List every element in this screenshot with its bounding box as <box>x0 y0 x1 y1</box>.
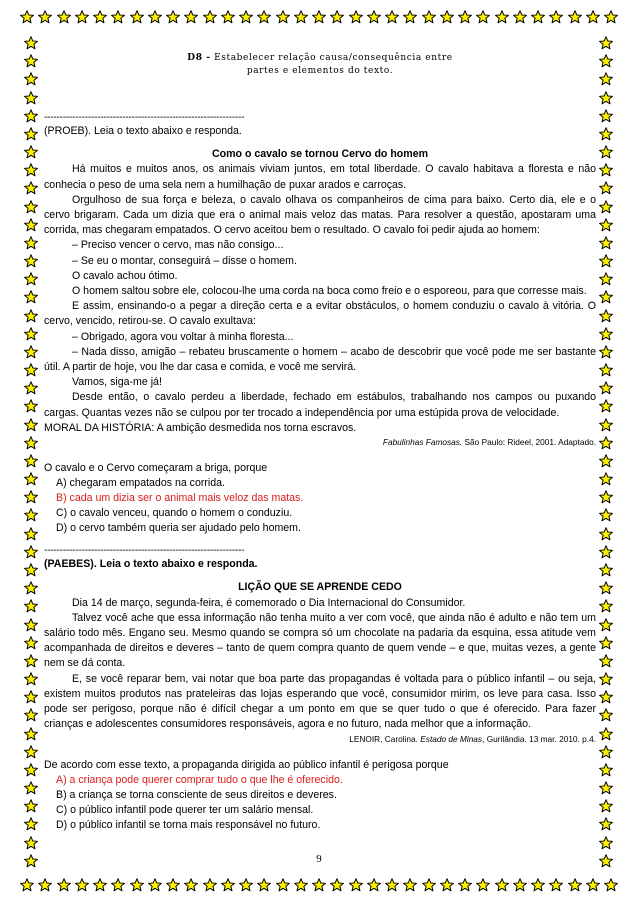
option-c[interactable]: C) o cavalo venceu, quando o homem o conduziu. <box>56 507 293 520</box>
star-icon <box>148 10 162 24</box>
star-icon <box>221 878 235 892</box>
question-1: O cavalo e o Cervo começaram a briga, porque <box>44 462 268 475</box>
star-icon <box>24 745 38 759</box>
star-icon <box>38 10 52 24</box>
descriptor-line2: partes e elementos do texto. <box>246 66 394 76</box>
paragraph: Orgulhoso de sua força e beleza, o cavalo olhava os companheiros de cima para baixo. Certo dia, ele e o cervo brigaram. Cada um dizia que era o animal mais veloz das matas. Para resolver a questão, apostaram uma corrida, mas chegaram empatados. O cervo aceitou bem o resultado. O cavalo foi pedir ajuda ao homem: <box>44 193 596 237</box>
dialogue-line: – Preciso vencer o cervo, mas não consigo... <box>72 239 284 252</box>
star-icon <box>599 109 613 123</box>
star-icon <box>24 472 38 486</box>
star-icon <box>24 363 38 377</box>
section2-title: LIÇÃO QUE SE APRENDE CEDO <box>238 581 402 594</box>
star-icon <box>599 327 613 341</box>
star-icon <box>385 878 399 892</box>
paragraph: E assim, ensinando-o a pegar a direção certa e a evitar obstáculos, o homem conduziu o cavalo à vitória. O cervo, vencido, retirou-se. O cavalo exultava: <box>44 300 596 328</box>
star-icon <box>599 218 613 232</box>
separator-line: ---------------------------------------------------------------- <box>44 112 245 123</box>
star-icon <box>599 290 613 304</box>
star-icon <box>24 36 38 50</box>
star-icon <box>24 690 38 704</box>
star-icon <box>531 878 545 892</box>
star-icon <box>403 10 417 24</box>
star-icon <box>24 327 38 341</box>
source-citation <box>44 436 596 448</box>
star-icon <box>458 878 472 892</box>
star-icon <box>294 878 308 892</box>
star-icon <box>24 490 38 504</box>
star-icon <box>513 878 527 892</box>
star-icon <box>24 508 38 522</box>
star-icon <box>57 10 71 24</box>
star-icon <box>531 10 545 24</box>
star-icon <box>599 363 613 377</box>
star-icon <box>24 54 38 68</box>
star-icon <box>20 878 34 892</box>
paragraph: Talvez você ache que essa informação não tenha muito a ver com você, que ainda não é adulto e não tem um salário todo mês. Engano seu. Mesmo quando se compra só um chocolate na padaria da esquina, essa atitude vem acompanhada de direitos e deveres – tanto de quem compra quanto de quem vende – e que, muitas vezes, a gente nem se dá conta. <box>44 611 596 670</box>
star-icon <box>599 236 613 250</box>
star-icon <box>599 763 613 777</box>
star-icon <box>330 878 344 892</box>
star-icon <box>130 878 144 892</box>
star-icon <box>599 618 613 632</box>
star-icon <box>599 454 613 468</box>
star-icon <box>586 878 600 892</box>
star-icon <box>599 836 613 850</box>
star-icon <box>422 878 436 892</box>
star-icon <box>495 10 509 24</box>
star-icon <box>549 878 563 892</box>
star-icon <box>24 727 38 741</box>
star-icon <box>57 878 71 892</box>
option-a[interactable]: A) chegaram empatados na corrida. <box>56 477 225 490</box>
star-icon <box>166 10 180 24</box>
star-icon <box>599 781 613 795</box>
star-icon <box>294 10 308 24</box>
star-icon <box>38 878 52 892</box>
star-icon <box>24 618 38 632</box>
star-icon <box>24 708 38 722</box>
star-icon <box>24 145 38 159</box>
star-icon <box>458 10 472 24</box>
star-icon <box>599 581 613 595</box>
star-icon <box>599 200 613 214</box>
star-icon <box>599 345 613 359</box>
source-citation <box>44 733 596 745</box>
star-icon <box>111 10 125 24</box>
paragraph: Dia 14 de março, segunda-feira, é comemorado o Dia Internacional do Consumidor. <box>72 596 466 609</box>
star-icon <box>513 10 527 24</box>
star-icon <box>599 436 613 450</box>
star-icon <box>599 181 613 195</box>
star-icon <box>440 10 454 24</box>
star-icon <box>476 10 490 24</box>
star-icon <box>599 418 613 432</box>
star-icon <box>599 163 613 177</box>
star-icon <box>367 878 381 892</box>
star-icon <box>24 527 38 541</box>
page-number: 9 <box>316 853 322 865</box>
star-icon <box>586 10 600 24</box>
paragraph: Desde então, o cavalo perdeu a liberdade, fechado em estábulos, trabalhando nos campos ou puxando cargas. Quantas vezes não se culpou por ter trocado a independência por uma estúpida prova de velocidade. <box>44 391 596 419</box>
star-icon <box>599 654 613 668</box>
paragraph: E, se você reparar bem, vai notar que boa parte das propagandas é voltada para o público infantil – ou seja, existem muitos produtos nas prateleiras das lojas esperando que você, consumidor mirim, os leve para casa. Isso pode ser perigoso, porque não é difícil chegar a um ponto em que se quer tudo o que é oferecido. Para fazer crianças e adolescentes consumidores responsáveis, agora e no futuro, nada melhor que a informação. <box>44 672 596 731</box>
star-icon <box>24 654 38 668</box>
star-icon <box>599 381 613 395</box>
star-icon <box>257 10 271 24</box>
star-icon <box>599 91 613 105</box>
star-icon <box>599 72 613 86</box>
star-icon <box>221 10 235 24</box>
star-icon <box>599 636 613 650</box>
star-icon <box>599 490 613 504</box>
star-icon <box>24 218 38 232</box>
page-header <box>44 52 596 78</box>
star-icon <box>24 399 38 413</box>
star-icon <box>24 563 38 577</box>
source-title: Fabulinhas Famosas. <box>382 437 463 448</box>
star-icon <box>24 272 38 286</box>
star-icon <box>385 10 399 24</box>
star-icon <box>276 10 290 24</box>
source-details: São Paulo: Rideel, 2001. Adaptado. <box>462 437 596 448</box>
star-icon <box>93 878 107 892</box>
star-icon <box>24 636 38 650</box>
star-icon <box>24 72 38 86</box>
star-icon <box>312 10 326 24</box>
star-icon <box>349 10 363 24</box>
star-border-left <box>24 36 40 868</box>
star-icon <box>239 10 253 24</box>
source-title: Estado de Minas <box>420 733 483 744</box>
star-icon <box>599 54 613 68</box>
star-icon <box>184 10 198 24</box>
star-icon <box>20 10 34 24</box>
star-border-right <box>599 36 615 868</box>
option-d[interactable]: D) o cervo também queria ser ajudado pelo homem. <box>56 522 301 535</box>
star-icon <box>24 436 38 450</box>
moral-line: MORAL DA HISTÓRIA: A ambição desmedida nos torna escravos. <box>44 421 357 434</box>
star-icon <box>24 236 38 250</box>
star-icon <box>24 181 38 195</box>
source-author: LENOIR, Carolina. <box>349 733 421 744</box>
star-icon <box>599 727 613 741</box>
star-icon <box>166 878 180 892</box>
star-icon <box>599 145 613 159</box>
star-icon <box>75 878 89 892</box>
page-content <box>44 52 596 833</box>
star-icon <box>24 817 38 831</box>
star-icon <box>24 599 38 613</box>
star-icon <box>312 878 326 892</box>
star-icon <box>440 878 454 892</box>
star-icon <box>184 878 198 892</box>
star-icon <box>599 672 613 686</box>
star-icon <box>24 381 38 395</box>
star-icon <box>24 345 38 359</box>
star-icon <box>24 91 38 105</box>
star-icon <box>599 36 613 50</box>
star-icon <box>599 745 613 759</box>
star-icon <box>24 290 38 304</box>
star-icon <box>599 527 613 541</box>
question-2: De acordo com esse texto, a propaganda dirigida ao público infantil é perigosa porque <box>44 758 449 771</box>
dialogue-line: Vamos, siga-me já! <box>72 376 162 389</box>
star-icon <box>604 878 618 892</box>
star-icon <box>24 109 38 123</box>
option-b-answer[interactable]: B) cada um dizia ser o animal mais veloz das matas. <box>56 492 304 505</box>
star-icon <box>367 10 381 24</box>
star-icon <box>568 878 582 892</box>
star-icon <box>599 799 613 813</box>
star-icon <box>599 399 613 413</box>
star-icon <box>599 508 613 522</box>
star-icon <box>599 708 613 722</box>
star-icon <box>111 878 125 892</box>
star-border-top <box>20 10 618 26</box>
paragraph: Há muitos e muitos anos, os animais viviam juntos, em total liberdade. O cavalo habitava a floresta e não conhecia o peso de uma sela nem a humilhação de puxar arados e carroças. <box>44 163 596 191</box>
section1-title: Como o cavalo se tornou Cervo do homem <box>211 148 429 161</box>
star-icon <box>24 418 38 432</box>
star-icon <box>549 10 563 24</box>
star-icon <box>24 763 38 777</box>
star-icon <box>349 878 363 892</box>
star-border-bottom <box>20 878 618 894</box>
star-icon <box>403 878 417 892</box>
dialogue-line: – Se eu o montar, conseguirá – disse o homem. <box>72 254 297 267</box>
star-icon <box>148 878 162 892</box>
star-icon <box>24 781 38 795</box>
star-icon <box>599 545 613 559</box>
star-icon <box>599 254 613 268</box>
star-icon <box>24 545 38 559</box>
star-icon <box>599 272 613 286</box>
option-d[interactable]: D) o público infantil se torna mais responsável no futuro. <box>56 818 321 831</box>
option-c[interactable]: C) o público infantil pode querer ter um salário mensal. <box>56 803 314 816</box>
star-icon <box>239 878 253 892</box>
star-icon <box>24 254 38 268</box>
star-icon <box>24 581 38 595</box>
section1-intro: (PROEB). Leia o texto abaixo e responda. <box>44 125 242 137</box>
star-icon <box>568 10 582 24</box>
source-details: , Gurilândia. 13 mar. 2010. p.4. <box>482 733 596 744</box>
dialogue-line: O cavalo achou ótimo. <box>72 269 178 282</box>
star-icon <box>330 10 344 24</box>
star-icon <box>93 10 107 24</box>
descriptor-code: D8 - <box>187 53 211 63</box>
descriptor-line1: Estabelecer relação causa/consequência entre <box>214 53 453 63</box>
star-icon <box>604 10 618 24</box>
star-icon <box>203 878 217 892</box>
star-icon <box>476 878 490 892</box>
star-icon <box>599 563 613 577</box>
option-a-answer[interactable]: A) a criança pode querer comprar tudo o que lhe é oferecido. <box>56 773 343 786</box>
star-icon <box>599 472 613 486</box>
dialogue-line: – Obrigado, agora vou voltar à minha floresta... <box>72 330 294 343</box>
separator-line: ---------------------------------------------------------------- <box>44 545 245 557</box>
star-icon <box>75 10 89 24</box>
section2-intro: (PAEBES). Leia o texto abaixo e responda. <box>44 558 258 571</box>
option-b[interactable]: B) a criança se torna consciente de seus direitos e deveres. <box>56 788 337 801</box>
paragraph: O homem saltou sobre ele, colocou-lhe uma corda na boca como freio e o esporeou, para que corresse mais. <box>72 285 587 298</box>
star-icon <box>599 599 613 613</box>
star-icon <box>495 878 509 892</box>
star-icon <box>24 309 38 323</box>
star-icon <box>24 163 38 177</box>
star-icon <box>24 672 38 686</box>
star-icon <box>24 454 38 468</box>
star-icon <box>130 10 144 24</box>
star-icon <box>24 836 38 850</box>
star-icon <box>422 10 436 24</box>
star-icon <box>599 309 613 323</box>
star-icon <box>24 799 38 813</box>
star-icon <box>24 200 38 214</box>
paragraph: – Nada disso, amigão – rebateu bruscamente o homem – acabo de descobrir que você pode me ser bastante útil. A partir de hoje, vou lhe dar casa e comida, e você me servirá. <box>44 345 596 374</box>
star-icon <box>599 127 613 141</box>
star-icon <box>203 10 217 24</box>
star-icon <box>599 690 613 704</box>
star-icon <box>276 878 290 892</box>
star-icon <box>24 127 38 141</box>
star-icon <box>257 878 271 892</box>
star-icon <box>599 817 613 831</box>
